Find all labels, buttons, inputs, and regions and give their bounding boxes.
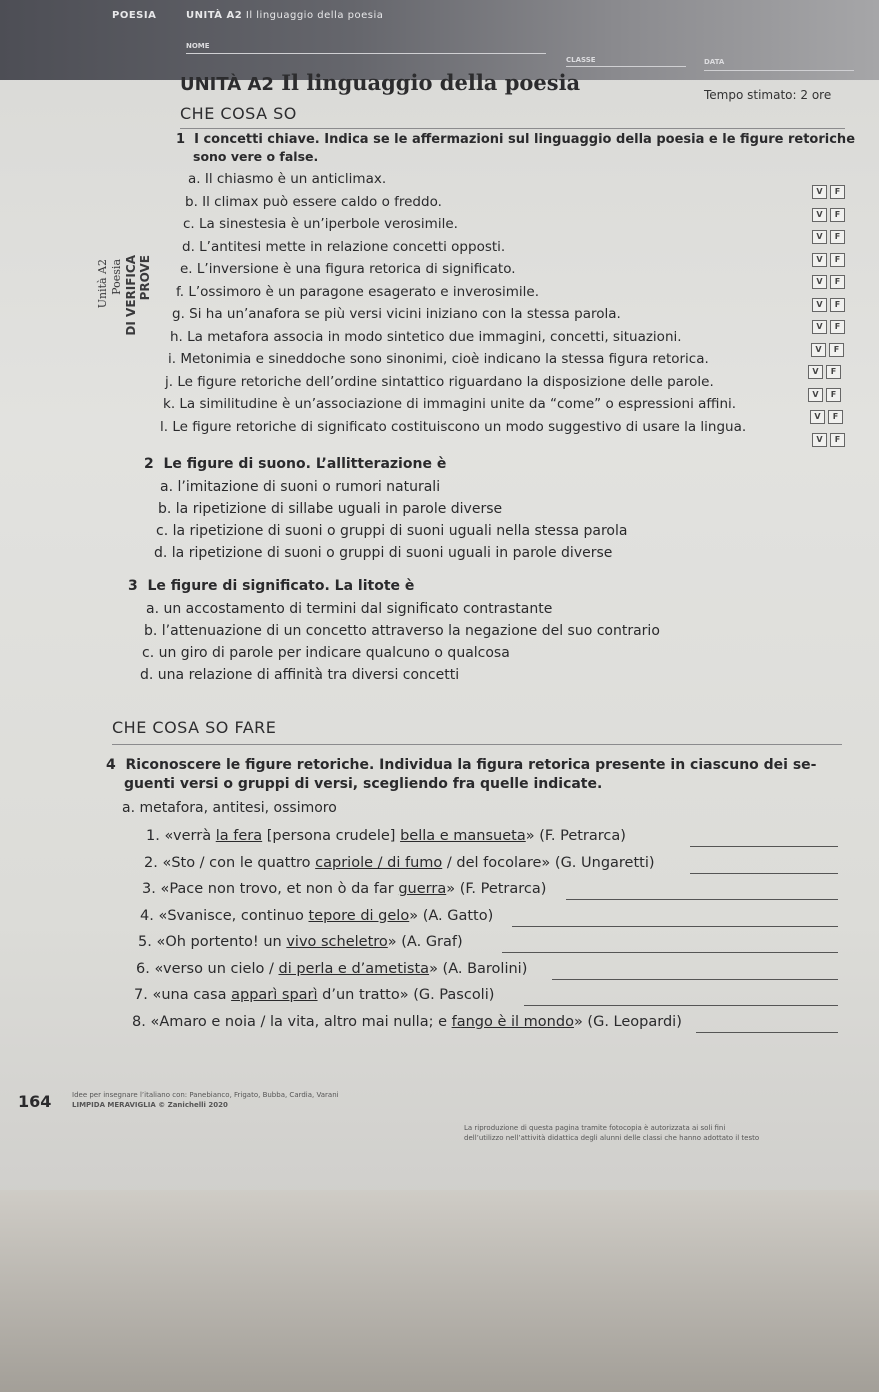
question-number: 3 bbox=[128, 578, 138, 594]
verse-text: [persona crudele] bbox=[262, 828, 401, 844]
question-number: 1 bbox=[176, 132, 186, 147]
true-checkbox[interactable]: V bbox=[808, 388, 823, 402]
section-che-cosa-so: CHE COSA SO bbox=[180, 104, 297, 123]
title-unit-name: Il linguaggio della poesia bbox=[281, 70, 581, 95]
q1-statement: c. La sinestesia è un’iperbole verosimile. bbox=[183, 216, 458, 232]
q2-option[interactable]: a. l’imitazione di suoni o rumori naturali bbox=[160, 479, 441, 495]
question-text: Riconoscere le figure retoriche. Individua la figura retorica presente in ciascuno dei se- bbox=[125, 757, 817, 773]
verse-text: » (A. Gatto) bbox=[409, 907, 494, 924]
true-checkbox[interactable]: V bbox=[811, 343, 826, 357]
true-false-boxes bbox=[808, 388, 841, 402]
verse-text: 4. «Svanisce, continuo bbox=[140, 907, 309, 924]
q4-options: a. metafora, antitesi, ossimoro bbox=[122, 800, 337, 816]
underlined-figure: di perla e d’ametista bbox=[278, 960, 430, 977]
classe-line bbox=[566, 66, 686, 67]
q4-verse bbox=[144, 855, 655, 871]
page-title bbox=[180, 70, 580, 95]
footer-credit-2: LIMPIDA MERAVIGLIA © Zanichelli 2020 bbox=[72, 1101, 228, 1109]
question-3 bbox=[128, 578, 414, 595]
false-checkbox[interactable]: F bbox=[830, 230, 845, 244]
verse-text: 6. «verso un cielo / bbox=[136, 960, 279, 977]
true-false-boxes bbox=[808, 365, 841, 379]
q1-statement: d. L’antitesi mette in relazione concetti opposti. bbox=[182, 238, 506, 255]
q1-statement: g. Si ha un’anafora se più versi vicini iniziano con la stessa parola. bbox=[172, 306, 621, 322]
false-checkbox[interactable]: F bbox=[830, 298, 845, 312]
q4-verse bbox=[142, 881, 546, 897]
underlined-figure: fango è il mondo bbox=[451, 1013, 574, 1030]
answer-line[interactable] bbox=[524, 1005, 838, 1006]
answer-line[interactable] bbox=[552, 979, 838, 980]
true-false-boxes bbox=[812, 230, 845, 244]
true-checkbox[interactable]: V bbox=[812, 320, 827, 334]
sidebar-unita: Unità A2 bbox=[96, 259, 109, 309]
q4-verse bbox=[138, 934, 463, 950]
true-false-boxes bbox=[812, 320, 845, 334]
q1-statement: b. Il climax può essere caldo o freddo. bbox=[185, 193, 442, 210]
verse-text: 5. «Oh portento! un bbox=[138, 934, 287, 950]
q3-option[interactable]: b. l’attenuazione di un concetto attraverso la negazione del suo contrario bbox=[144, 623, 660, 639]
question-4-line2: guenti versi o gruppi di versi, scegliendo fra quelle indicate. bbox=[124, 776, 603, 792]
question-1-line2: sono vere o false. bbox=[193, 149, 319, 164]
true-checkbox[interactable]: V bbox=[812, 253, 827, 267]
underlined-figure: apparì sparì bbox=[231, 987, 318, 1003]
verse-text: d’un tratto» (G. Pascoli) bbox=[317, 987, 495, 1003]
true-false-boxes bbox=[812, 208, 845, 222]
true-checkbox[interactable]: V bbox=[810, 410, 825, 424]
header-unit-name: Il linguaggio della poesia bbox=[245, 10, 384, 21]
footer-rights-1: La riproduzione di questa pagina tramite fotocopia è autorizzata ai soli fini bbox=[464, 1124, 726, 1132]
q1-statement: j. Le figure retoriche dell’ordine sintattico riguardano la disposizione delle parole. bbox=[165, 373, 714, 390]
sidebar-poesia: Poesia bbox=[110, 259, 123, 295]
answer-line[interactable] bbox=[566, 899, 838, 900]
q1-statement: e. L’inversione è una figura retorica di significato. bbox=[180, 261, 516, 277]
true-checkbox[interactable]: V bbox=[812, 298, 827, 312]
q3-option[interactable]: c. un giro di parole per indicare qualcuno o qualcosa bbox=[142, 645, 510, 661]
underlined-figure: tepore di gelo bbox=[308, 907, 410, 924]
sidebar-prove: PROVE bbox=[138, 255, 152, 301]
data-label: DATA bbox=[704, 58, 725, 66]
q2-option[interactable]: c. la ripetizione di suoni o gruppi di suoni uguali nella stessa parola bbox=[156, 523, 628, 539]
q3-option[interactable]: d. una relazione di affinità tra diversi concetti bbox=[140, 667, 460, 683]
q1-statement: a. Il chiasmo è un anticlimax. bbox=[188, 171, 387, 187]
true-false-boxes bbox=[812, 185, 845, 199]
verse-text: 2. «Sto / con le quattro bbox=[144, 854, 316, 871]
true-checkbox[interactable]: V bbox=[812, 185, 827, 199]
underlined-figure: vivo scheletro bbox=[286, 934, 388, 950]
q1-statement: k. La similitudine è un’associazione di immagini unite da “come” o espressioni affini. bbox=[163, 396, 737, 412]
verse-text: 8. «Amaro e noia / la vita, altro mai nulla; e bbox=[132, 1013, 452, 1030]
under-sheet bbox=[0, 1190, 879, 1392]
sidebar-di-verifica: DI VERIFICA bbox=[124, 255, 138, 336]
true-checkbox[interactable]: V bbox=[812, 433, 827, 447]
underlined-figure: capriole / di fumo bbox=[315, 854, 443, 871]
answer-line[interactable] bbox=[502, 952, 838, 953]
footer-rights-2: dell’utilizzo nell’attività didattica degli alunni delle classi che hanno adottato il testo bbox=[464, 1134, 760, 1142]
question-text: Le figure di significato. La litote è bbox=[147, 578, 415, 594]
verse-text: 3. «Pace non trovo, et non ò da far bbox=[142, 881, 399, 897]
classe-label: CLASSE bbox=[566, 56, 596, 64]
verse-text: » (A. Barolini) bbox=[429, 960, 528, 977]
false-checkbox[interactable]: F bbox=[830, 253, 845, 267]
verse-text: / del focolare» (G. Ungaretti) bbox=[442, 854, 655, 871]
q2-option[interactable]: b. la ripetizione di sillabe uguali in parole diverse bbox=[158, 501, 503, 517]
q4-verse bbox=[146, 828, 626, 844]
question-1 bbox=[176, 131, 855, 148]
section-che-cosa-so-fare: CHE COSA SO FARE bbox=[112, 718, 277, 737]
estimated-time: Tempo stimato: 2 ore bbox=[704, 88, 832, 102]
false-checkbox[interactable]: F bbox=[826, 388, 841, 402]
underlined-figure: guerra bbox=[398, 881, 447, 897]
answer-line[interactable] bbox=[690, 846, 838, 847]
title-unit-code: UNITÀ A2 bbox=[180, 74, 274, 95]
true-false-boxes bbox=[812, 253, 845, 267]
header-unit bbox=[186, 10, 383, 21]
question-text: I concetti chiave. Indica se le affermazioni sul linguaggio della poesia e le figure retoriche bbox=[194, 132, 856, 147]
data-line bbox=[704, 70, 854, 71]
answer-line[interactable] bbox=[696, 1032, 838, 1033]
false-checkbox[interactable]: F bbox=[828, 410, 843, 424]
true-false-boxes bbox=[811, 343, 844, 357]
question-number: 4 bbox=[106, 757, 116, 773]
q4-verse bbox=[132, 1014, 682, 1030]
section-divider-2 bbox=[112, 744, 842, 745]
q4-verse bbox=[140, 908, 493, 924]
q4-verse bbox=[134, 987, 494, 1003]
underlined-figure: la fera bbox=[215, 828, 263, 844]
footer-credit-1: Idee per insegnare l’italiano con: Panebianco, Frigato, Bubba, Cardia, Varani bbox=[72, 1091, 339, 1099]
answer-line[interactable] bbox=[690, 873, 838, 874]
false-checkbox[interactable]: F bbox=[830, 185, 845, 199]
nome-label: NOME bbox=[186, 42, 210, 50]
verse-text: 7. «una casa bbox=[134, 987, 232, 1003]
q2-option[interactable]: d. la ripetizione di suoni o gruppi di suoni uguali in parole diverse bbox=[154, 545, 613, 561]
verse-text: 1. «verrà bbox=[146, 828, 216, 844]
true-false-boxes bbox=[812, 275, 845, 289]
false-checkbox[interactable]: F bbox=[830, 320, 845, 334]
false-checkbox[interactable]: F bbox=[830, 275, 845, 289]
false-checkbox[interactable]: F bbox=[830, 433, 845, 447]
sidebar-label bbox=[98, 255, 160, 335]
true-false-boxes bbox=[812, 298, 845, 312]
question-text: Le figure di suono. L’allitterazione è bbox=[163, 456, 447, 472]
false-checkbox[interactable]: F bbox=[826, 365, 841, 379]
verse-text: » (F. Petrarca) bbox=[446, 881, 547, 897]
true-checkbox[interactable]: V bbox=[812, 230, 827, 244]
section-divider bbox=[180, 128, 845, 129]
true-false-boxes bbox=[812, 433, 845, 447]
underlined-figure: bella e mansueta bbox=[400, 828, 526, 844]
q1-statement: i. Metonimia e sineddoche sono sinonimi, cioè indicano la stessa figura retorica. bbox=[168, 351, 709, 367]
true-checkbox[interactable]: V bbox=[812, 275, 827, 289]
question-number: 2 bbox=[144, 456, 154, 472]
false-checkbox[interactable]: F bbox=[829, 343, 844, 357]
false-checkbox[interactable]: F bbox=[830, 208, 845, 222]
q1-statement: l. Le figure retoriche di significato costituiscono un modo suggestivo di usare la lingua. bbox=[160, 418, 747, 435]
header-strip bbox=[0, 0, 879, 80]
answer-line[interactable] bbox=[512, 926, 838, 927]
nome-line bbox=[186, 53, 546, 54]
true-checkbox[interactable]: V bbox=[812, 208, 827, 222]
header-section: POESIA bbox=[112, 10, 157, 21]
verse-text: » (A. Graf) bbox=[387, 934, 463, 950]
verse-text: » (G. Leopardi) bbox=[573, 1013, 682, 1030]
page-number: 164 bbox=[18, 1092, 52, 1111]
q1-statement: f. L’ossimoro è un paragone esagerato e inverosimile. bbox=[176, 283, 540, 300]
q4-verse bbox=[136, 961, 527, 977]
verse-text: » (F. Petrarca) bbox=[525, 828, 626, 844]
q3-option[interactable]: a. un accostamento di termini dal significato contrastante bbox=[146, 601, 553, 617]
q1-statement: h. La metafora associa in modo sintetico due immagini, concetti, situazioni. bbox=[170, 328, 682, 345]
question-4 bbox=[106, 757, 816, 774]
true-false-boxes bbox=[810, 410, 843, 424]
header-unit-code: UNITÀ A2 bbox=[186, 10, 243, 21]
true-checkbox[interactable]: V bbox=[808, 365, 823, 379]
question-2 bbox=[144, 456, 446, 473]
